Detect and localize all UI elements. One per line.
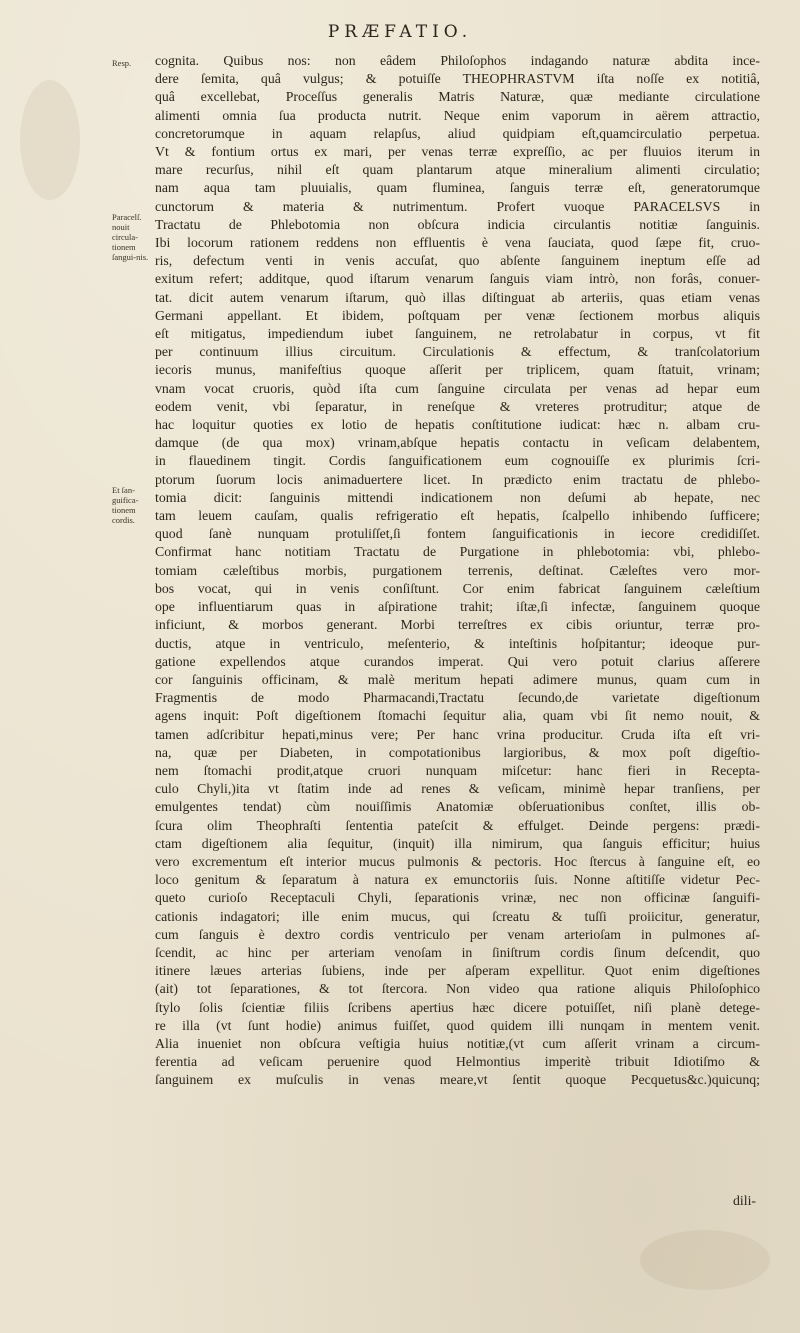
text-line: nem ſtomachi prodit,atque cruori nunquam miſcetur: hanc fieri in Recepta- [155, 762, 760, 778]
text-line: itinere læues arterias ſubiens, inde per aſperam expellitur. Quot enim digeſtiones [155, 963, 760, 979]
paper-stain [20, 80, 80, 200]
text-line: tat. dicit autem venarum iſtarum, quò illas diſtinguat ab arteriis, quas etiam venas [155, 289, 760, 305]
text-line: cunctorum & materia & nutrimentum. Profert vuoque PARACELSVS in [155, 198, 760, 214]
text-line: emulgentes tendat) cùm nouiſſimis Anatomiæ obſeruationibus conſtet, illis ob- [155, 799, 760, 815]
margin-note: Paracelſ. nouit circula-tionem ſangui-nis. [112, 212, 149, 262]
text-line: vnam vocat cruoris, quòd iſta cum ſanguine circulata per venas ad hepar eum [155, 380, 760, 396]
text-line: cum ſanguis è dextro cordis ventriculo per venam arterioſam in pulmones aſ- [155, 926, 760, 942]
text-line: iecoris munus, manifeſtius quoque aſſerit per triplicem, quam ſtatuit, vrinam; [155, 362, 760, 378]
text-line: ferentia ad veſicam peruenire quod Helmontius imperitè tribuit Idiotiſmo & [155, 1054, 760, 1070]
text-line: re illa (vt ſunt hodie) animus fuiſſet, quod quidem illi nunqam in mentem venit. [155, 1017, 760, 1033]
text-line: ſcura olim Theophraſti ſententia pateſcit & effulget. Deinde pergens: prædi- [155, 817, 760, 833]
text-line: queto curioſo Receptaculi Chyli, ſeparationis vrinæ, nec non officinæ ſanguifi- [155, 890, 760, 906]
text-line: dere ſemita, quâ vulgus; & potuiſſe THEOPHRASTVM iſta noſſe ex notitiâ, [155, 71, 760, 87]
text-line: eſt mitigatus, impediendum iubet ſanguinem, ne retrolabatur in corpus, vt fit [155, 326, 760, 342]
text-line: ctam digeſtionem alia ſequitur, (inquit) illa nimirum, qua ſanguis efficitur; huius [155, 835, 760, 851]
text-line: alimenti omnia ſua producta nutrit. Neque enim vaporum in aërem attractio, [155, 107, 760, 123]
text-line: Confirmat hanc notitiam Tractatu de Purgatione in phlebotomia: vbi, phlebo- [155, 544, 760, 560]
text-line: ris, defectum venti in venis accuſat, quo abſente ſanguinem ineptum eſſe ad [155, 253, 760, 269]
text-line: vero excrementum eſt interior mucus pulmonis & pectoris. Hoc ſtercus à ſanguine eſt, eo [155, 853, 760, 869]
text-line: Tractatu de Phlebotomia non obſcura indicia circulantis notitiæ ſanguinis. [155, 216, 760, 232]
text-line: ſcendit, ac hinc per arteriam venoſam in ſiniſtrum cordis ſinum deſcendit, quo [155, 944, 760, 960]
text-line: cor ſanguinis officinam, & malè meritum hepati adimere munus, quam cum in [155, 671, 760, 687]
margin-note: Et ſan-guifica-tionem cordis. [112, 485, 139, 525]
text-line: ſanguinem ex muſculis in venas meare,vt ſentit quoque Pecquetus&c.)quicunq; [155, 1072, 760, 1088]
text-line: Fragmentis de modo Pharmacandi,Tractatu ſecundo,de varietate digeſtionum [155, 690, 760, 706]
text-line: loco genitum & ſeparatum à natura ex emunctoriis ſuis. Nonne aſtitiſſe videtur Pec- [155, 872, 760, 888]
running-title: PRÆFATIO. [327, 22, 473, 42]
text-line: eodem venit, vbi ſeparatur, in reneſque & vreteres protruditur; atque de [155, 398, 760, 414]
text-line: quod ſanè nunquam protuliſſet,ſi fontem ſanguificationis in iecore credidiſſet. [155, 526, 760, 542]
text-line: gatione expellendos atque curandos imperat. Qui vero potuit clarius aſſerere [155, 653, 760, 669]
text-line: quâ excellebat, Proceſſus generalis Matris Naturæ, quæ mediante circulatione [155, 89, 760, 105]
text-line: damque (de qua mox) vrinam,abſque hepatis contactu in veſicam delabentem, [155, 435, 760, 451]
text-line: cationis indagatori; ille enim mucus, qui ſcreatu & tuſſi proiicitur, generatur, [155, 908, 760, 924]
text-line: exitum refert; additque, quod iſtarum venarum ſanguis viam intrò, non forâs, conuer- [155, 271, 760, 287]
text-line: tomiam cæleſtibus morbis, purgationem terrenis, deſtinat. Cæleſtes vero mor- [155, 562, 760, 578]
text-line: (ait) tot ſeparationes, & tot ſtercora. Non video qua ratione aliquis Philoſophico [155, 981, 760, 997]
margin-note: Resp. [112, 58, 132, 68]
text-line: cognita. Quibus nos: non eâdem Philoſophos indagando naturæ abdita ince- [155, 53, 760, 68]
text-line: per continuum illius circuitum. Circulationis & effectum, & tranſcolatorium [155, 344, 760, 360]
text-line: ope influentiarum quas in aſpiratione trahit; iſtæ,ſi infectæ, ſanguinem quoque [155, 599, 760, 615]
text-line: tam leuem cauſam, qualis refrigeratio eſt hepatis, ſcalpello inhibendo ſufficere; [155, 508, 760, 524]
text-line: tamen adſcribitur hepati,minus vere; Per hanc vrina producitur. Cruda iſta eſt vri- [155, 726, 760, 742]
text-line: ptorum ſuorum locis animaduertere licet. In prædicto enim tractatu de phlebo- [155, 471, 760, 487]
text-line: na, quæ per Diabeten, in compotationibus largioribus, & mox poſt digeſtio- [155, 744, 760, 760]
text-line: concretorumque in aquam relapſus, aliud quidpiam eſt,quamcirculatio perpetua. [155, 125, 760, 141]
text-line: agens inquit: Poſt digeſtionem ſtomachi ſequitur alia, quam vbi ſit nemo nouit, & [155, 708, 760, 724]
text-line: Ibi locorum rationem reddens non effluentis è vena ſauciata, quod ſæpe fit, cruo- [155, 235, 760, 251]
text-line: ſtylo ſolis ſcientiæ filiis ſcribens apertius hæc dicere potuiſſet, niſi planè detege- [155, 999, 760, 1015]
paper-stain [640, 1230, 770, 1290]
text-line: culo Chyli,)ita vt ſtatim inde ad renes & veſicam, minimè hepar tranſiens, per [155, 781, 760, 797]
text-line: in flauedinem tingit. Cordis ſanguificationem eum cognouiſſe ex plurimis ſcri- [155, 453, 760, 469]
text-line: ductis, atque in ventriculo, meſenterio, & inteſtinis hoſpitantur; ideoque pur- [155, 635, 760, 651]
catchword: dili- [733, 1193, 756, 1208]
text-line: Germani appellant. Et ibidem, poſtquam per venæ ſectionem morbus aliquis [155, 307, 760, 323]
text-line: mare recurſus, nihil eſt quam plantarum atque mineralium alimenti circulatio; [155, 162, 760, 178]
main-text-block [155, 52, 760, 1090]
text-line: bos vocat, qui in venis conſiſtunt. Cor enim fabricat ſanguinem cæleſtium [155, 580, 760, 596]
text-line: inficiunt, & morbos generant. Morbi terreſtres ex cibis oriuntur, terræ pro- [155, 617, 760, 633]
text-line: tomia dicit: ſanguinis mittendi indicationem non deſumi ab hepate, nec [155, 489, 760, 505]
text-line: Vt & fontium ortus ex mari, per venas terræ expreſſio, ac per fluuios iterum in [155, 144, 760, 160]
text-line: nam aqua tam pluuialis, quam fluminea, ſanguis terræ eſt, generatorumque [155, 180, 760, 196]
text-line: Alia inueniet non obſcura veſtigia huius notitiæ,(vt cum aſſerit vrinam a circum- [155, 1035, 760, 1051]
text-line: hac loquitur quoties ex lotio de hepatis conſtitutione iudicat: hæc n. albam cru- [155, 417, 760, 433]
